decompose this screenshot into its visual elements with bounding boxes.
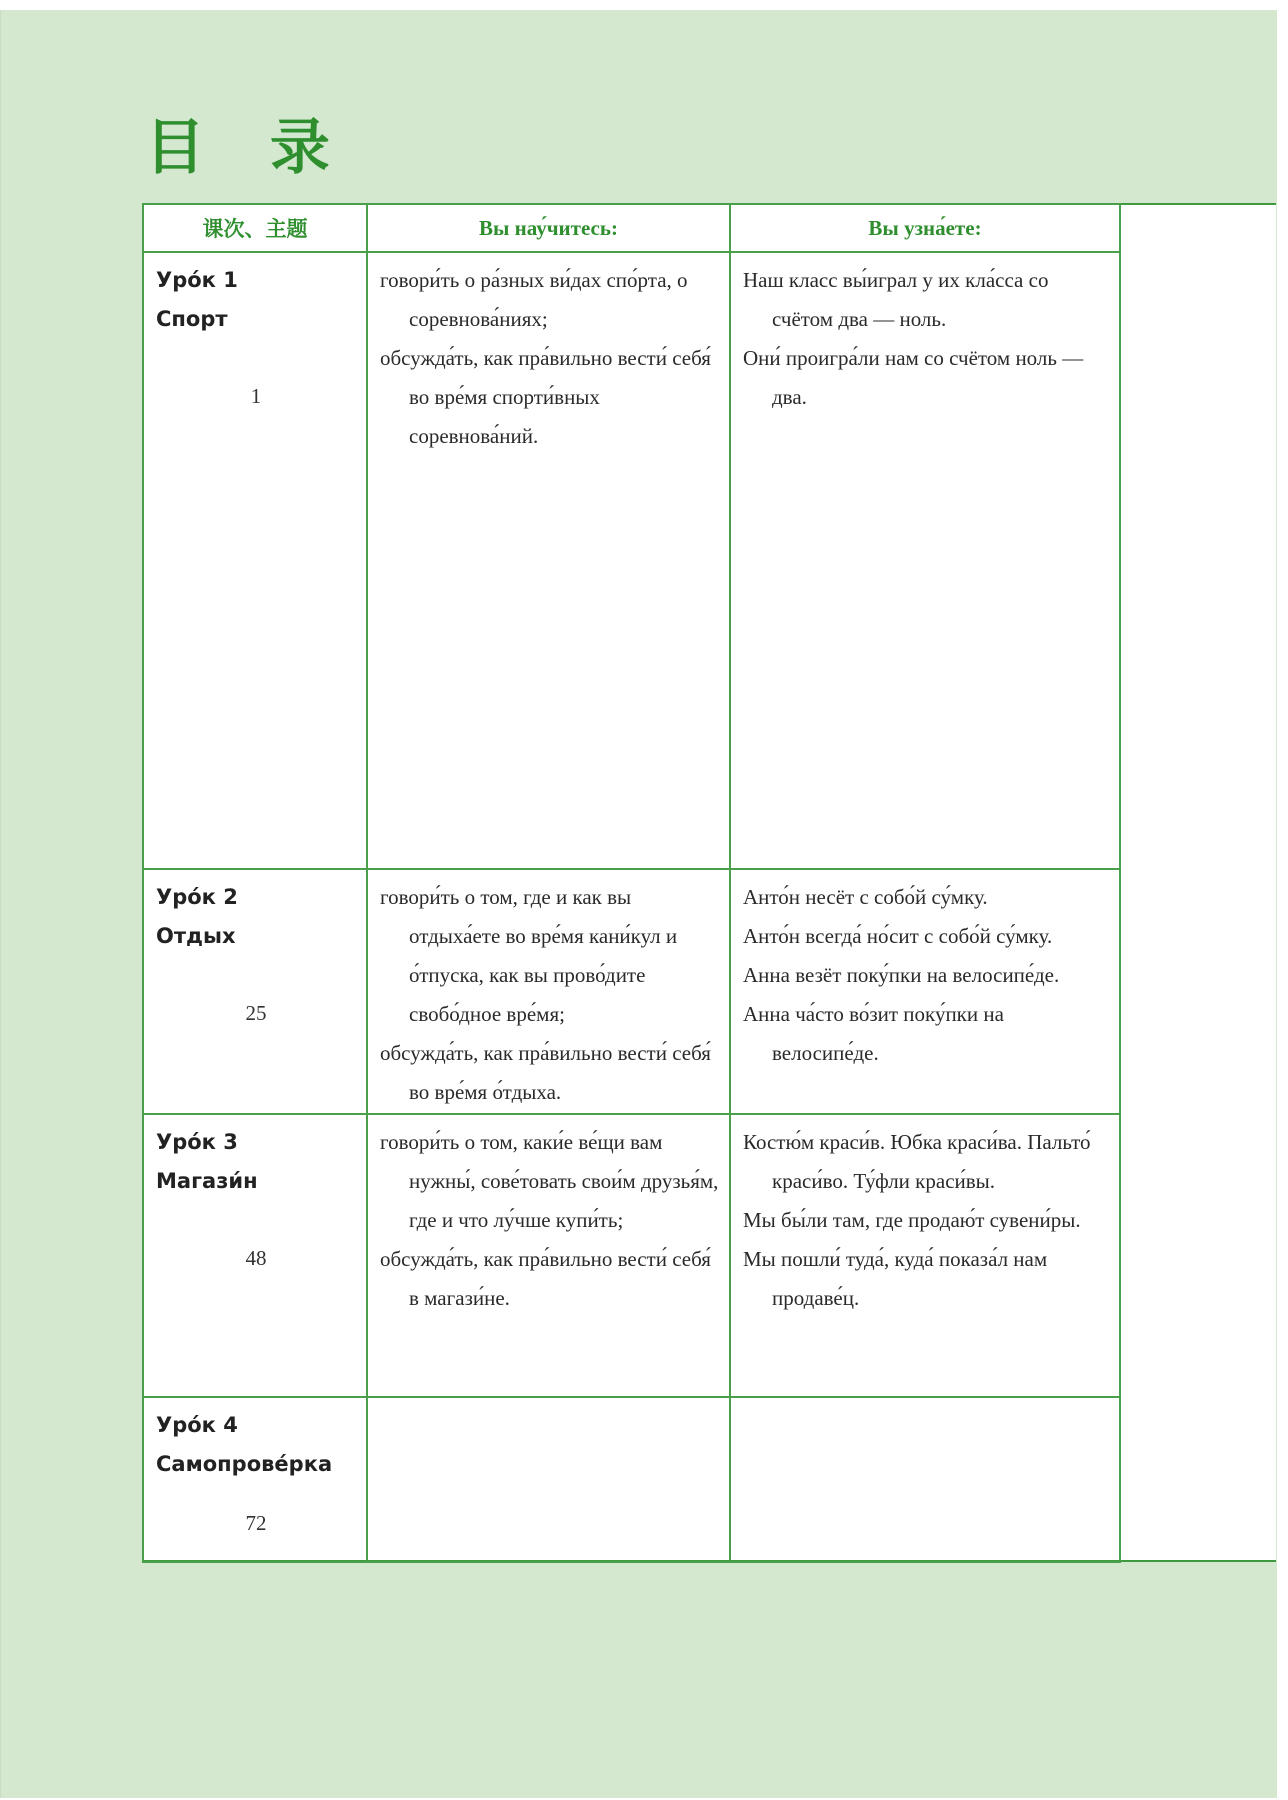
learn-item: обсужда́ть, как пра́вильно вести́ себя́ в магази́не. (380, 1247, 711, 1310)
know-item: Анто́н несёт с собо́й су́мку. (743, 885, 988, 909)
lesson-number: Уро́к 1 (156, 268, 238, 292)
know-cell (730, 252, 1120, 869)
know-item: Они́ проигра́ли нам со счётом ноль — два. (743, 346, 1084, 409)
table-row (143, 252, 1120, 869)
lesson-cell[interactable] (143, 1397, 367, 1562)
lesson-topic: Самопрове́рка (156, 1452, 333, 1476)
know-cell (730, 1114, 1120, 1397)
lesson-topic: Магази́н (156, 1169, 258, 1193)
know-cell (730, 1397, 1120, 1562)
learn-cell (367, 1114, 730, 1397)
learn-item: говори́ть о том, каки́е ве́щи вам нужны́, сове́товать свои́м друзья́м, где и что лу́чше купи́ть; (380, 1130, 719, 1232)
lesson-cell[interactable] (143, 252, 367, 869)
header-you-will-learn: Вы нау́читесь: (367, 204, 730, 252)
lesson-number: Уро́к 4 (156, 1413, 238, 1437)
learn-cell (367, 1397, 730, 1562)
lesson-cell[interactable] (143, 869, 367, 1114)
lesson-cell[interactable] (143, 1114, 367, 1397)
learn-cell (367, 252, 730, 869)
learn-cell (367, 869, 730, 1114)
know-item: Мы пошли́ туда́, куда́ показа́л нам продаве́ц. (743, 1247, 1048, 1310)
lesson-page-number: 72 (245, 1511, 267, 1535)
lesson-page-number: 48 (245, 1246, 267, 1270)
know-item: Мы бы́ли там, где продаю́т сувени́ры. (743, 1208, 1081, 1232)
know-item: Анто́н всегда́ но́сит с собо́й су́мку. (743, 924, 1053, 948)
contents-table (142, 203, 1121, 1563)
lesson-page-number: 25 (245, 1001, 267, 1025)
header-lesson-topic: 课次、主题 (143, 204, 367, 252)
know-item: Анна везёт поку́пки на велосипе́де. (743, 963, 1060, 987)
learn-item: говори́ть о ра́зных ви́дах спо́рта, о соревнова́ниях; (380, 268, 688, 331)
lesson-number: Уро́к 3 (156, 1130, 238, 1154)
page-title: 目 录 (145, 113, 352, 183)
table-row (143, 1114, 1120, 1397)
table-header-row (143, 204, 1120, 252)
know-item: Наш класс вы́играл у их кла́сса со счётом два — ноль. (743, 268, 1049, 331)
lesson-page-number: 1 (250, 384, 262, 408)
table-row (143, 869, 1120, 1114)
know-item: Анна ча́сто во́зит поку́пки на велосипе́де. (743, 1002, 1004, 1065)
lesson-topic: Спорт (156, 307, 228, 331)
learn-item: говори́ть о том, где и как вы отдыха́ете во вре́мя кани́кул и о́тпуска, как вы прово́дите свобо́дное вре́мя; (380, 885, 678, 1026)
lesson-topic: Отдых (156, 924, 236, 948)
learn-item: обсужда́ть, как пра́вильно вести́ себя́ во вре́мя спорти́вных соревнова́ний. (380, 346, 711, 448)
lesson-number: Уро́к 2 (156, 885, 238, 909)
learn-item: обсужда́ть, как пра́вильно вести́ себя́ во вре́мя о́тдыха. (380, 1041, 711, 1104)
know-cell (730, 869, 1120, 1114)
header-you-will-know: Вы узна́ете: (730, 204, 1120, 252)
table-row (143, 1397, 1120, 1562)
know-item: Костю́м краси́в. Юбка краси́ва. Пальто́ краси́во. Ту́фли краси́вы. (743, 1130, 1091, 1193)
